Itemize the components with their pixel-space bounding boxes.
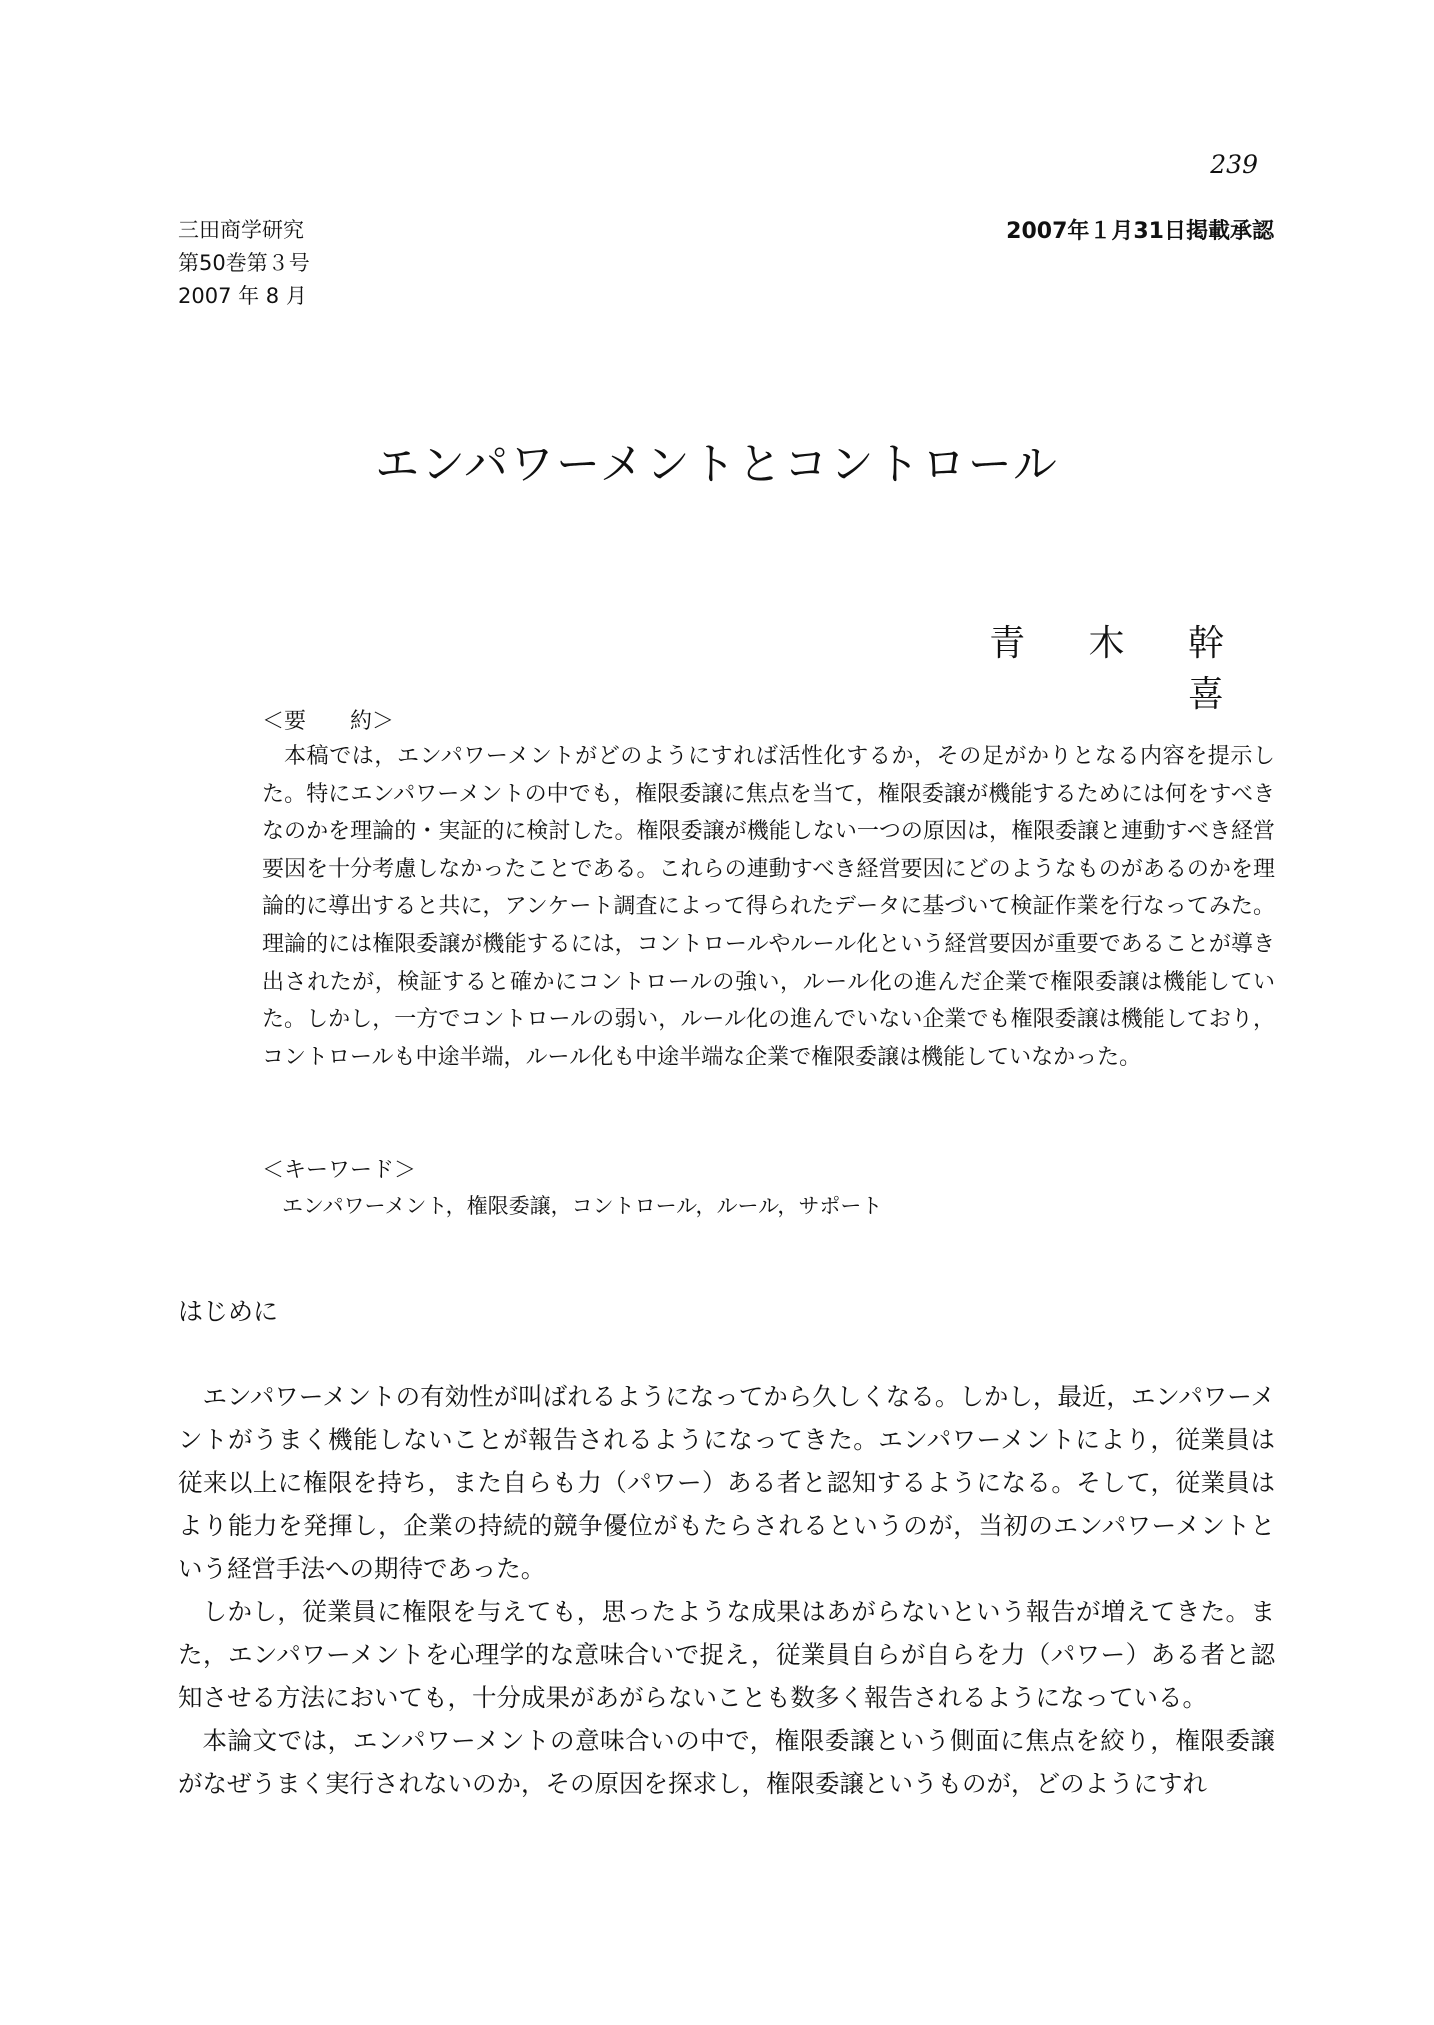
journal-name: 三田商学研究 bbox=[178, 218, 304, 242]
abstract-heading: ＜要 約＞ bbox=[262, 709, 395, 734]
journal-volume: 第50巻第３号 bbox=[178, 251, 310, 275]
paragraph: しかし，従業員に権限を与えても，思ったような成果はあがらないという報告が増えてきた。また，エンパワーメントを心理学的な意味合いで捉え，従業員自らが自らを力（パワー）ある者と認知させる方法においても，十分成果があがらないことも数多く報告されるようになっている。 bbox=[178, 1597, 1275, 1712]
journal-date: 2007 年 8 月 bbox=[178, 284, 307, 308]
section-heading: はじめに bbox=[178, 1297, 279, 1326]
abstract-body: 本稿では，エンパワーメントがどのようにすれば活性化するか，その足がかりとなる内容を提示した。特にエンパワーメントの中でも，権限委譲に焦点を当て，権限委譲が機能するためには何をすべきなのかを理論的・実証的に検討した。権限委譲が機能しない一つの原因は，権限委譲と連動すべき経営要因を十分考慮しなかったことである。これらの連動すべき経営要因にどのようなものがあるのかを理論的に導出すると共に，アンケート調査によって得られたデータに基づいて検証作業を行なってみた。理論的には権限委譲が機能するには，コントロールやルール化という経営要因が重要であることが導き出されたが，検証すると確かにコントロールの強い，ルール化の進んだ企業で権限委譲は機能していた。しかし，一方でコントロールの弱い，ルール化の進んでいない企業でも権限委譲は機能しており，コントロールも中途半端，ルール化も中途半端な企業で権限委譲は機能していなかった。 bbox=[262, 744, 1275, 1070]
keywords-list: エンパワーメント，権限委譲，コントロール，ルール，サポート bbox=[282, 1194, 883, 1218]
main-text bbox=[178, 1375, 1275, 1805]
journal-info bbox=[178, 214, 310, 313]
paragraph: エンパワーメントの有効性が叫ばれるようになってから久しくなる。しかし，最近，エンパワーメントがうまく機能しないことが報告されるようになってきた。エンパワーメントにより，従業員は従来以上に権限を持ち，また自らも力（パワー）ある者と認知するようになる。そして，従業員はより能力を発揮し，企業の持続的競争優位がもたらされるというのが，当初のエンパワーメントという経営手法への期待であった。 bbox=[178, 1382, 1275, 1583]
paragraph: 本論文では，エンパワーメントの意味合いの中で，権限委譲という側面に焦点を絞り，権限委譲がなぜうまく実行されないのか，その原因を探求し，権限委譲というものが，どのようにすれ bbox=[178, 1726, 1275, 1798]
paper-title: エンパワーメントとコントロール bbox=[375, 439, 1059, 490]
approval-date: 2007年１月31日掲載承認 bbox=[1006, 219, 1274, 244]
keywords-heading: ＜キーワード＞ bbox=[262, 1158, 417, 1183]
page-number: 239 bbox=[1210, 150, 1258, 179]
author-name: 青 木 幹 喜 bbox=[989, 623, 1250, 715]
